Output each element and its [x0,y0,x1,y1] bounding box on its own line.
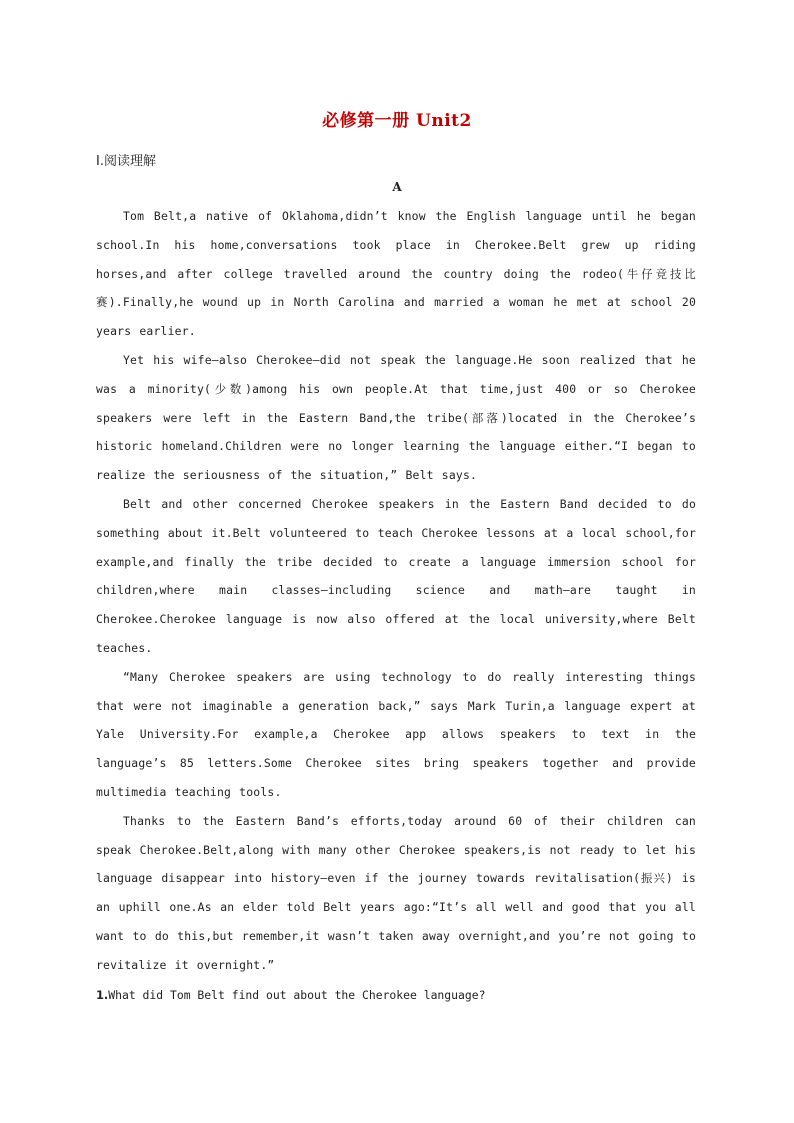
paragraph-4: “Many Cherokee speakers are using technology to do really interesting things that were not imaginable a generation back,” says Mark Turin,a language expert at Yale University.For example,a Cherokee app allows speakers to text in the language’s 85 letters.Some Cherokee sites bring speakers together and provide multimedia teaching tools. [96,669,696,799]
passage-body [96,202,696,980]
paragraph-2: Yet his wife—also Cherokee—did not speak the language.He soon realized that he was a minority(少数)among his own people.At that time,just 400 or so Cherokee speakers were left in the Eastern Band,the tribe(部落)located in the Cherokee’s historic homeland.Children were no longer learning the language either.“I began to realize the seriousness of the situation,” Belt says. [96,352,696,483]
paragraph-3: Belt and other concerned Cherokee speakers in the Eastern Band decided to do something about it.Belt volunteered to teach Cherokee lessons at a local school,for example,and finally the tribe decided to create a language immersion school for children,where main classes—including science and math—are taught in Cherokee.Cherokee language is now also offered at the local university,where Belt teaches. [96,496,696,655]
section-heading: Ⅰ.阅读理解 [96,154,156,169]
document-title: 必修第一册 Unit2 [322,111,472,131]
paragraph-1: Tom Belt,a native of Oklahoma,didn’t know the English language until he began school.In his home,conversations took place in Cherokee.Belt grew up riding horses,and after college travelled around the country doing the rodeo(牛仔竞技比赛).Finally,he wound up in North Carolina and married a woman he met at school 20 years earlier. [96,209,696,339]
question-text: What did Tom Belt find out about the Cherokee language? [108,988,486,1002]
passage-label: A [392,180,402,194]
question-number: 1. [96,988,109,1002]
question-1 [96,985,696,1005]
paragraph-5: Thanks to the Eastern Band’s efforts,today around 60 of their children can speak Cherokee.Belt,along with many other Cherokee speakers,is not ready to let his language disappear into history—even if the journey towards revitalisation(振兴) is an uphill one.As an elder told Belt years ago:“It’s all well and good that you all want to do this,but remember,it wasn’t taken away overnight,and you’re not going to revitalize it overnight.” [96,813,696,972]
